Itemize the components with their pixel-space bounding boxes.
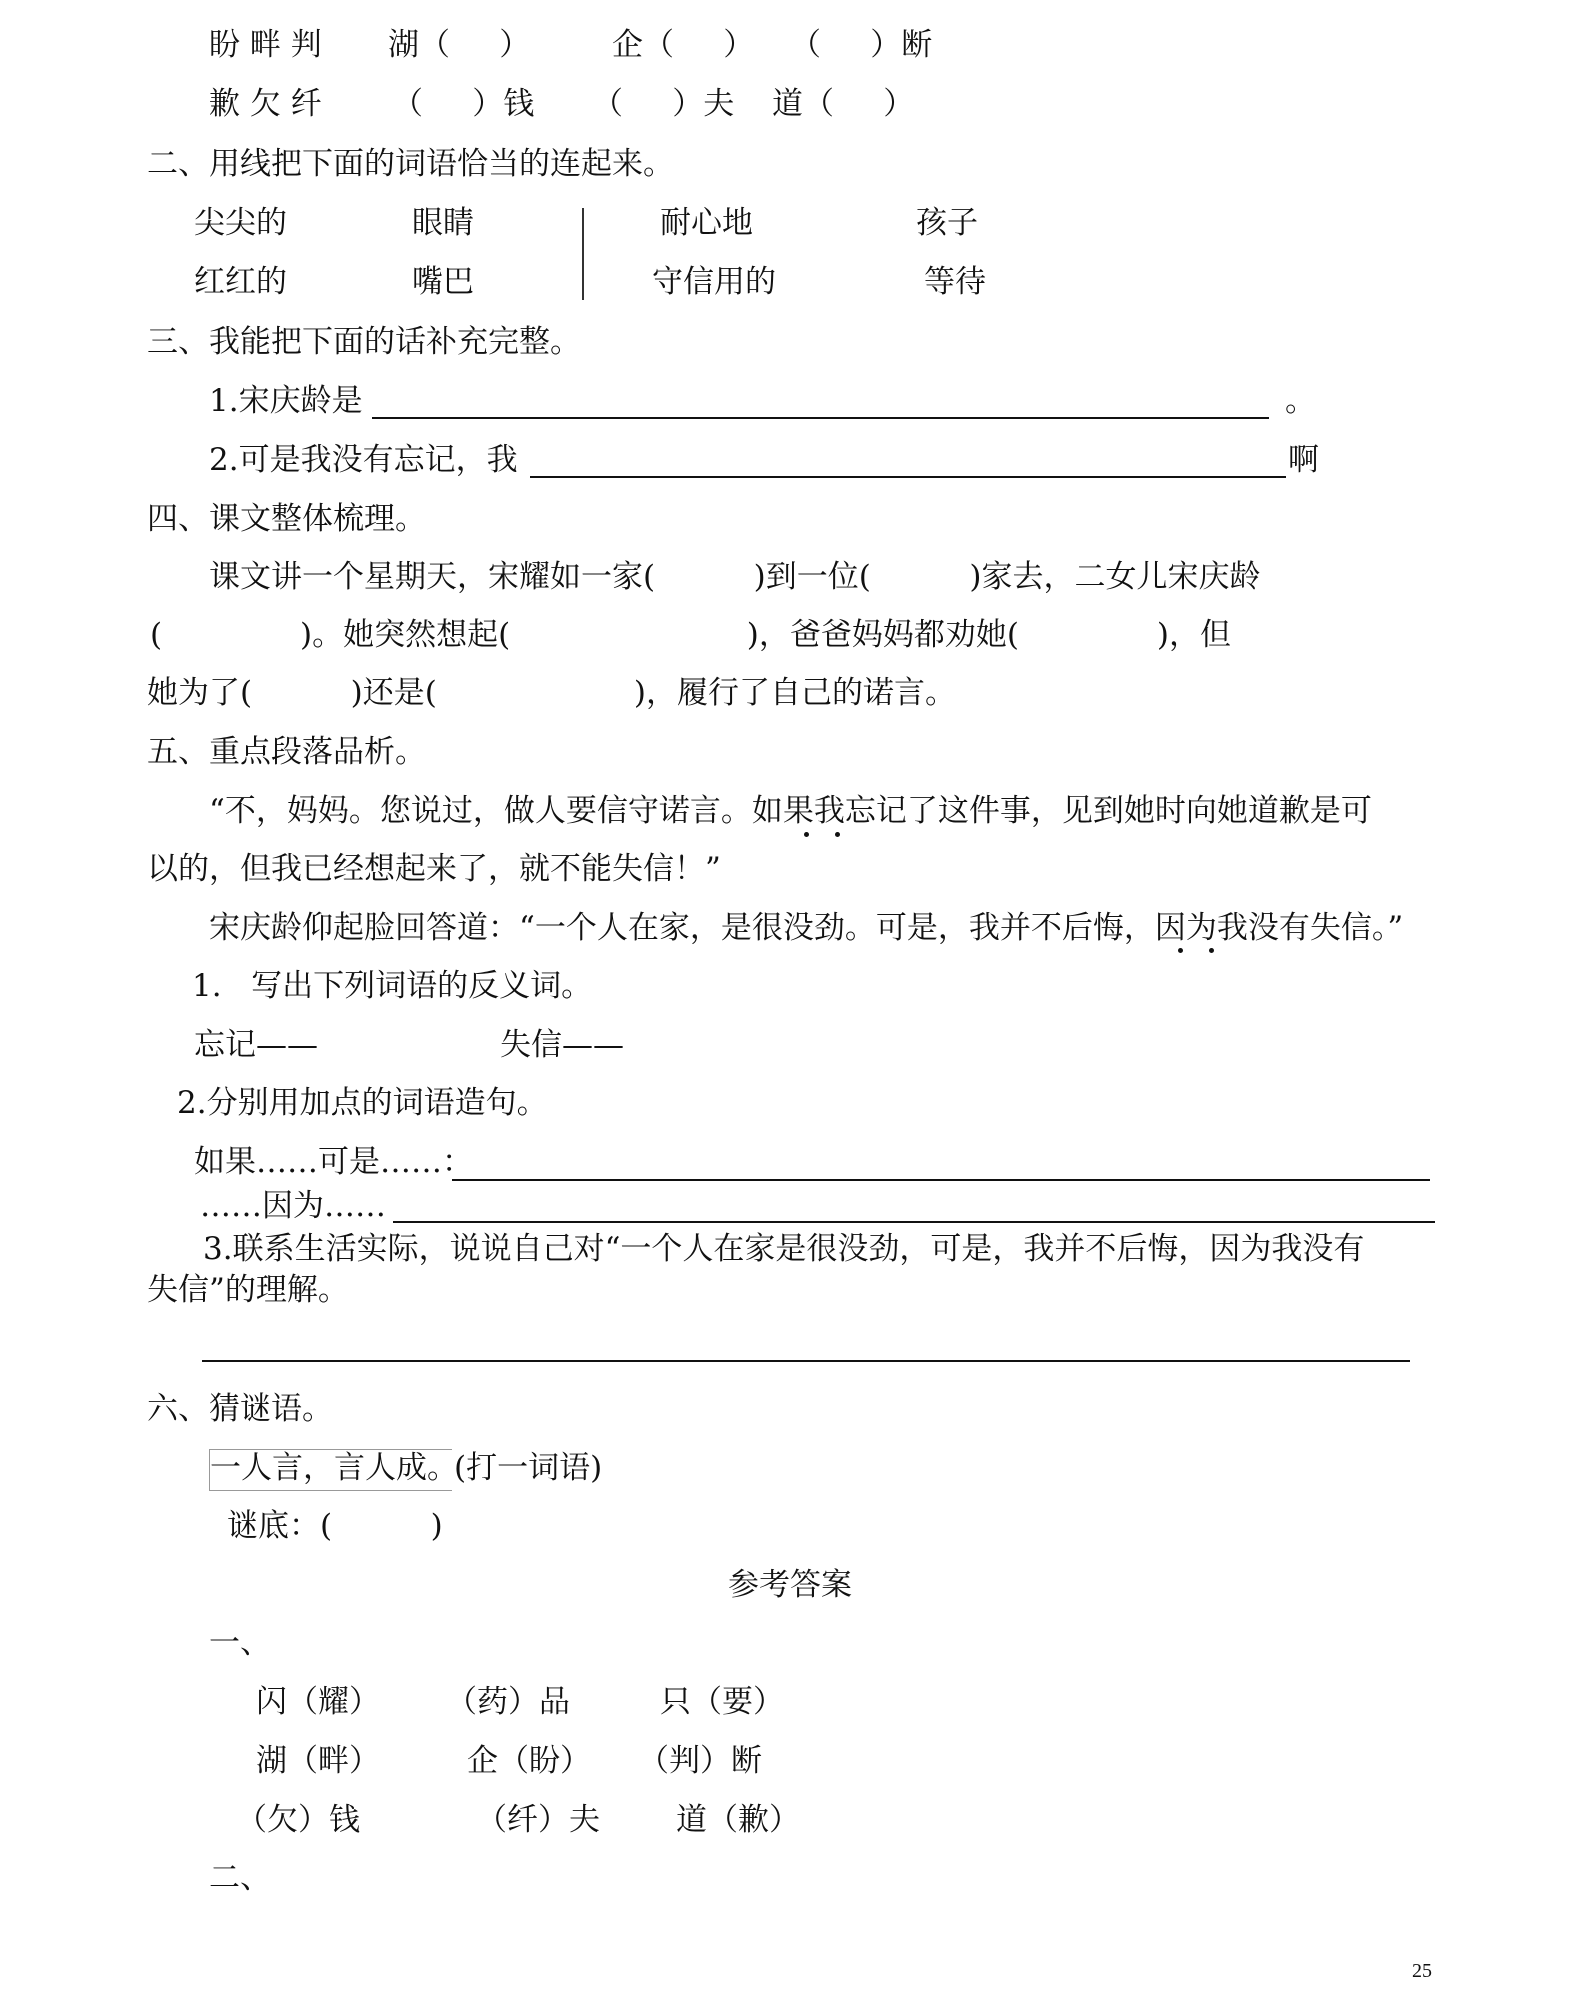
match-word[interactable]: 红红的 xyxy=(194,264,287,300)
punctuation: 。 xyxy=(1285,383,1316,419)
question-text: 3.联系生活实际，说说自己对“一个人在家是很没劲，可是，我并不后悔，因为我没有 xyxy=(203,1231,1365,1267)
answer-item: 湖（畔） xyxy=(256,1743,380,1779)
section-heading: 二、用线把下面的词语恰当的连起来。 xyxy=(147,146,674,182)
match-word[interactable]: 孩子 xyxy=(916,205,978,241)
emphasis-dot xyxy=(1178,948,1183,953)
passage-line: 以的，但我已经想起来了，就不能失信！” xyxy=(147,851,721,887)
answer-item: 闪（耀） xyxy=(256,1684,380,1720)
page-number: 25 xyxy=(1412,1960,1432,1982)
question-end: 啊 xyxy=(1288,442,1319,478)
fill-text[interactable]: ( )。她突然想起( )，爸爸妈妈都劝她( )，但 xyxy=(150,617,1231,653)
divider xyxy=(582,208,584,300)
section-heading: 五、重点段落品析。 xyxy=(147,734,426,770)
char-group-1: 盼 畔 判 xyxy=(209,27,322,63)
answer-line[interactable] xyxy=(452,1179,1430,1181)
answer-item: （欠）钱 xyxy=(236,1802,360,1838)
riddle-hint: (打一词语) xyxy=(454,1450,603,1486)
riddle-text: 一人言，言人成。 xyxy=(210,1450,458,1486)
blank-item[interactable]: 道（ ） xyxy=(772,86,915,122)
passage-line: 宋庆龄仰起脸回答道：“一个人在家，是很没劲。可是，我并不后悔，因为我没有失信。” xyxy=(209,910,1404,946)
char-group-2: 歉 欠 纤 xyxy=(209,86,322,122)
question-text: 1.宋庆龄是 xyxy=(209,383,363,419)
match-word[interactable]: 等待 xyxy=(924,264,986,300)
match-word[interactable]: 守信用的 xyxy=(652,264,776,300)
antonym-item[interactable]: 忘记—— xyxy=(194,1027,318,1063)
sentence-pattern: ……因为…… xyxy=(200,1188,386,1224)
answer-line[interactable] xyxy=(393,1221,1435,1223)
answer-part: 二、 xyxy=(209,1860,271,1896)
fill-text[interactable]: 课文讲一个星期天，宋耀如一家( )到一位( )家去，二女儿宋庆龄 xyxy=(209,559,1261,595)
section-heading: 四、课文整体梳理。 xyxy=(147,501,426,537)
question-text: 2.可是我没有忘记，我 xyxy=(209,442,518,478)
fill-text[interactable]: 她为了( )还是( )，履行了自己的诺言。 xyxy=(147,675,956,711)
answer-line[interactable] xyxy=(372,417,1269,419)
answer-line[interactable] xyxy=(530,476,1286,478)
emphasis-dot xyxy=(835,832,840,837)
answer-part: 一、 xyxy=(209,1625,271,1661)
answer-item: 只（要） xyxy=(660,1684,784,1720)
match-word[interactable]: 尖尖的 xyxy=(194,205,287,241)
blank-item[interactable]: （ ）钱 xyxy=(392,86,535,122)
question-text: 失信”的理解。 xyxy=(147,1272,349,1308)
answers-title: 参考答案 xyxy=(728,1567,852,1603)
blank-item[interactable]: （ ）断 xyxy=(790,27,933,63)
answer-item: （纤）夫 xyxy=(476,1802,600,1838)
blank-item[interactable]: 湖（ ） xyxy=(388,27,531,63)
answer-line[interactable] xyxy=(202,1360,1410,1362)
section-heading: 六、猜谜语。 xyxy=(147,1391,333,1427)
answer-item: 企（盼） xyxy=(467,1743,591,1779)
answer-item: （判）断 xyxy=(638,1743,762,1779)
match-word[interactable]: 眼睛 xyxy=(412,205,474,241)
antonym-item[interactable]: 失信—— xyxy=(500,1027,624,1063)
question-text: 1. 写出下列词语的反义词。 xyxy=(192,968,593,1004)
riddle-answer[interactable]: 谜底：( ) xyxy=(227,1508,443,1544)
passage-line: “不，妈妈。您说过，做人要信守诺言。如果我忘记了这件事，见到她时向她道歉是可 xyxy=(209,793,1372,829)
section-heading: 三、我能把下面的话补充完整。 xyxy=(147,324,581,360)
blank-item[interactable]: （ ）夫 xyxy=(592,86,735,122)
emphasis-dot xyxy=(804,832,809,837)
sentence-pattern: 如果……可是……： xyxy=(194,1144,473,1180)
match-word[interactable]: 耐心地 xyxy=(660,205,753,241)
match-word[interactable]: 嘴巴 xyxy=(412,264,474,300)
question-text: 2.分别用加点的词语造句。 xyxy=(177,1085,548,1121)
answer-item: （药）品 xyxy=(446,1684,570,1720)
emphasis-dot xyxy=(1209,948,1214,953)
answer-item: 道（歉） xyxy=(676,1802,800,1838)
blank-item[interactable]: 企（ ） xyxy=(612,27,755,63)
